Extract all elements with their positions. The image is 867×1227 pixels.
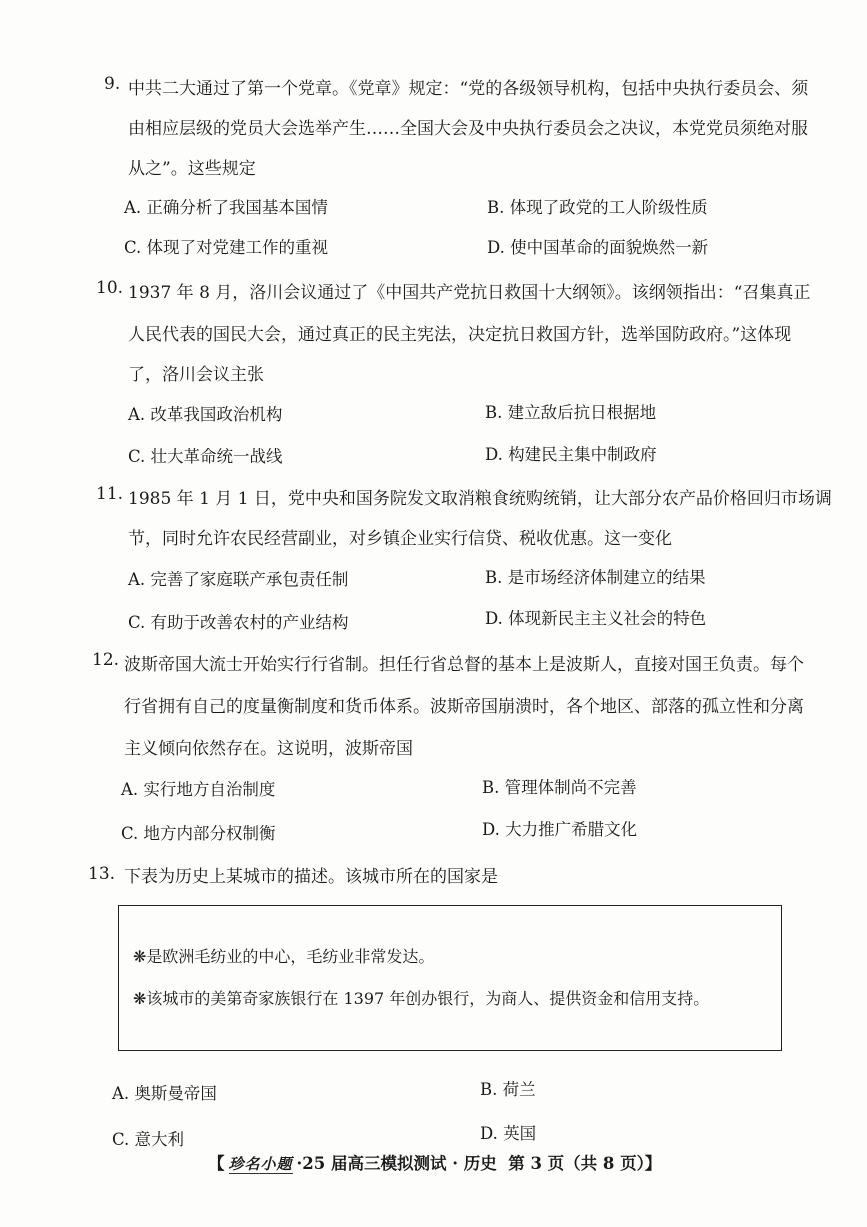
question-number: 9. [104,74,121,94]
question-text-line: 从之”。这些规定 [128,159,256,179]
option-d: D. 英国 [480,1124,537,1143]
option-d: D. 大力推广希腊文化 [482,820,638,839]
option-b: B. 建立敌后抗日根据地 [485,403,657,422]
source-item: ❋是欧洲毛纺业的中心，毛纺业非常发达。 [133,947,435,966]
question-text-line: 由相应层级的党员大会选举产生……全国大会及中央执行委员会之决议，本党党员须绝对服 [128,119,808,139]
question-text-line: 下表为历史上某城市的描述。该城市所在的国家是 [124,867,498,887]
page-footer [208,1150,661,1174]
footer-bracket: 【 [208,1154,225,1173]
option-b: B. 是市场经济体制建立的结果 [485,568,706,587]
question-number: 10. [96,278,124,298]
option-b: B. 体现了政党的工人阶级性质 [487,198,708,217]
question-text-line: 了，洛川会议主张 [128,365,264,385]
option-c: C. 壮大革命统一战线 [128,447,283,466]
option-c: C. 地方内部分权制衡 [121,824,276,843]
question-text-line: 人民代表的国民大会，通过真正的民主宪法，决定抗日救国方针，选举国防政府。”这体现 [128,325,792,345]
source-item: ❋该城市的美第奇家族银行在 1397 年创办银行，为商人、提供资金和信用支持。 [133,989,710,1008]
question-number: 12. [92,650,120,670]
option-a: A. 奥斯曼帝国 [112,1084,217,1103]
footer-page-number: 第 3 页（共 8 页）】 [508,1154,662,1173]
footer-exam-title: ·25 届高三模拟测试 · 历史 [296,1154,497,1173]
source-table [118,905,782,1051]
option-d: D. 体现新民主主义社会的特色 [485,609,707,628]
question-text-line: 1937 年 8 月，洛川会议通过了《中国共产党抗日救国十大纲领》。该纲领指出：“召集真正 [128,283,811,303]
option-a: A. 实行地方自治制度 [121,780,276,799]
option-a: A. 改革我国政治机构 [128,405,283,424]
option-b: B. 荷兰 [480,1080,536,1099]
question-text-line: 1985 年 1 月 1 日，党中央和国务院发文取消粮食统购统销，让大部分农产品价格回归市场调 [128,489,832,509]
option-c: C. 意大利 [112,1130,185,1149]
question-text-line: 中共二大通过了第一个党章。《党章》规定：“党的各级领导机构，包括中央执行委员会、须 [128,79,809,99]
option-c: C. 有助于改善农村的产业结构 [128,613,349,632]
question-number: 11. [96,484,124,504]
option-a: A. 完善了家庭联产承包责任制 [128,570,349,589]
question-text-line: 主义倾向依然存在。这说明，波斯帝国 [124,739,413,759]
question-text-line: 行省拥有自己的度量衡制度和货币体系。波斯帝国崩溃时，各个地区、部落的孤立性和分离 [124,697,804,717]
option-a: A. 正确分析了我国基本国情 [124,198,328,217]
question-text-line: 波斯帝国大流士开始实行行省制。担任行省总督的基本上是波斯人，直接对国王负责。每个 [124,655,804,675]
option-b: B. 管理体制尚不完善 [482,778,637,797]
question-text-line: 节，同时允许农民经营副业，对乡镇企业实行信贷、税收优惠。这一变化 [128,529,672,549]
option-c: C. 体现了对党建工作的重视 [124,238,329,257]
option-d: D. 使中国革命的面貌焕然一新 [487,238,709,257]
brand-logo: 珍名小题 [228,1155,293,1173]
option-d: D. 构建民主集中制政府 [485,445,657,464]
question-number: 13. [88,864,116,884]
